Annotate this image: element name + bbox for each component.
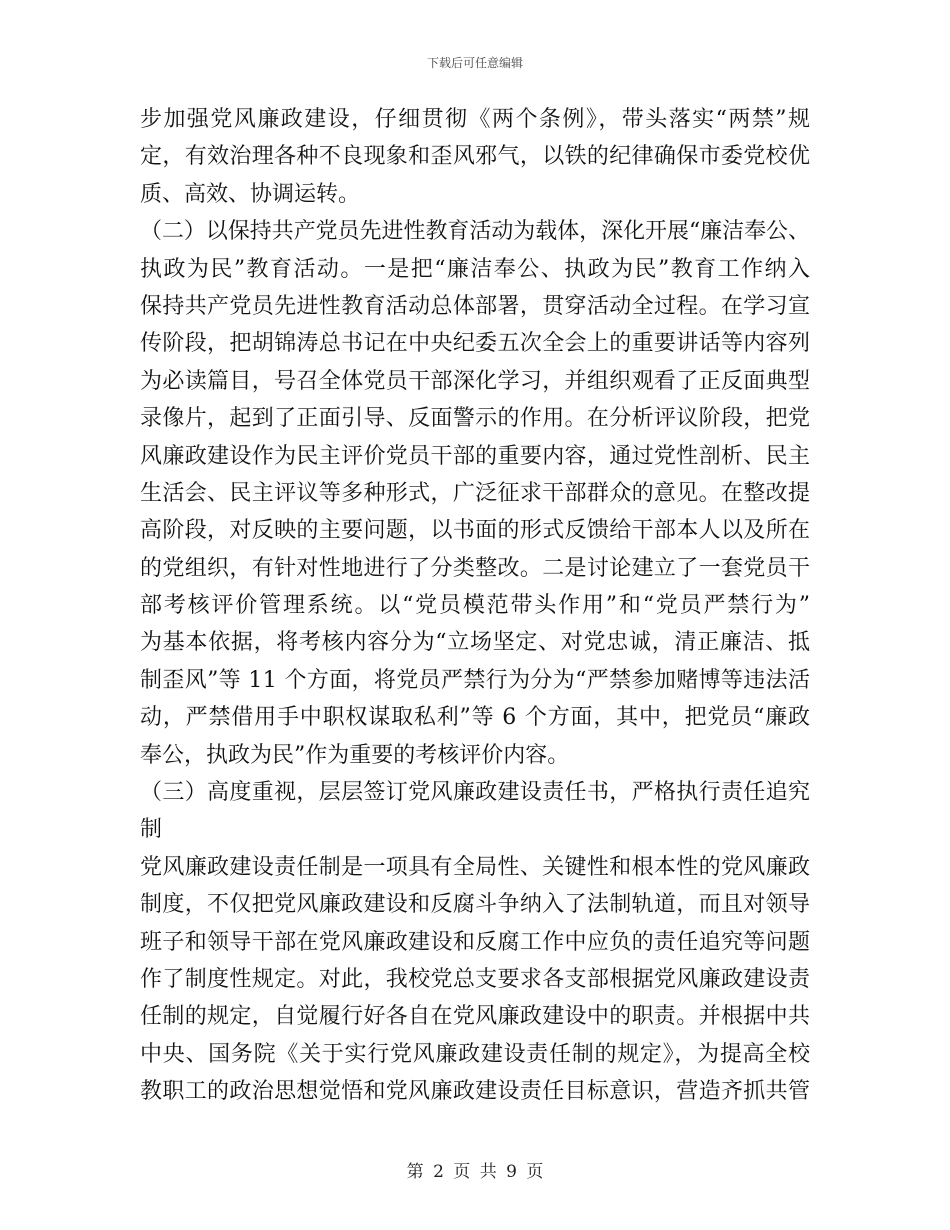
text-line: 制 — [140, 817, 163, 843]
text-line: 任制的规定，自觉履行好各自在党风廉政建设中的职责。并根据中共 — [140, 1004, 811, 1030]
text-line: 保持共产党员先进性教育活动总体部署，贯穿活动全过程。在学习宣 — [140, 293, 811, 319]
page-header: 下载后可任意编辑 — [426, 56, 523, 70]
page-footer: 第 2 页 共 9 页 — [406, 1162, 544, 1182]
text-line: 为基本依据，将考核内容分为“立场坚定、对党忠诚，清正廉洁、抵 — [140, 630, 811, 656]
text-line: 中央、国务院《关于实行党风廉政建设责任制的规定》，为提高全校 — [140, 1041, 811, 1067]
text-line: 制歪风”等 11 个方面，将党员严禁行为分为“严禁参加赌博等违法活 — [140, 667, 811, 693]
text-line: 作了制度性规定。对此，我校党总支要求各支部根据党风廉政建设责 — [140, 966, 811, 992]
text-line: 质、高效、协调运转。 — [140, 181, 361, 207]
text-line: 制度，不仅把党风廉政建设和反腐斗争纳入了法制轨道，而且对领导 — [140, 892, 811, 918]
text-line: 动，严禁借用手中职权谋取私利”等 6 个方面，其中，把党员“廉政 — [140, 705, 811, 731]
text-line: 高阶段，对反映的主要问题，以书面的形式反馈给干部本人以及所在 — [140, 518, 811, 544]
text-line: 传阶段，把胡锦涛总书记在中央纪委五次全会上的重要讲话等内容列 — [140, 331, 811, 357]
text-line: 奉公，执政为民”作为重要的考核评价内容。 — [140, 742, 570, 768]
text-line: 部考核评价管理系统。以“党员模范带头作用”和“党员严禁行为” — [140, 593, 812, 619]
text-line: 生活会、民主评议等多种形式，广泛征求干部群众的意见。在整改提 — [140, 480, 811, 506]
text-line: 风廉政建设作为民主评价党员干部的重要内容，通过党性剖析、民主 — [140, 443, 811, 469]
text-line: 班子和领导干部在党风廉政建设和反腐工作中应负的责任追究等问题 — [140, 929, 811, 955]
text-line: 为必读篇目，号召全体党员干部深化学习，并组织观看了正反面典型 — [140, 368, 811, 394]
text-line: 定，有效治理各种不良现象和歪风邪气，以铁的纪律确保市委党校优 — [140, 144, 811, 170]
text-line: 录像片，起到了正面引导、反面警示的作用。在分析评议阶段，把党 — [140, 406, 811, 432]
text-line: 党风廉政建设责任制是一项具有全局性、关键性和根本性的党风廉政 — [140, 854, 811, 880]
text-line: （二）以保持共产党员先进性教育活动为载体，深化开展“廉洁奉公、 — [140, 219, 810, 245]
text-line: 执政为民”教育活动。一是把“廉洁奉公、执政为民”教育工作纳入 — [140, 256, 812, 282]
document-body — [140, 101, 810, 1111]
text-line: 步加强党风廉政建设，仔细贯彻《两个条例》，带头落实“两禁”规 — [140, 107, 812, 132]
text-line: 的党组织，有针对性地进行了分类整改。二是讨论建立了一套党员干 — [140, 555, 811, 581]
text-line: 教职工的政治思想觉悟和党风廉政建设责任目标意识，营造齐抓共管 — [140, 1079, 811, 1105]
text-line: （三）高度重视，层层签订党风廉政建设责任书，严格执行责任追究 — [140, 780, 811, 806]
